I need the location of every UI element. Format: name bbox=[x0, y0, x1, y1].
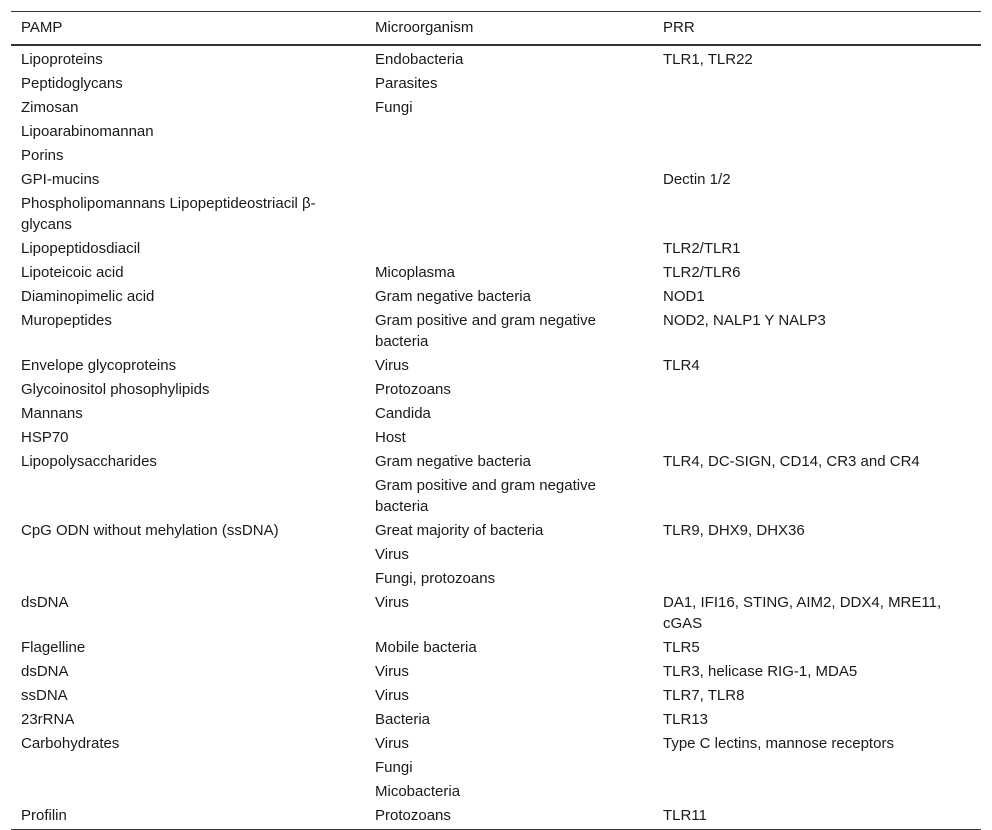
cell-pamp: Lipopolysaccharides bbox=[21, 453, 157, 470]
cell-microorganism: Parasites bbox=[375, 75, 438, 92]
cell-microorganism: Gram positive and gram negative bacteria bbox=[375, 477, 596, 515]
cell-prr bbox=[653, 474, 981, 519]
table-row bbox=[11, 402, 981, 426]
cell-prr: TLR4, DC-SIGN, CD14, CR3 and CR4 bbox=[663, 453, 920, 470]
table-row bbox=[11, 354, 981, 378]
cell-prr: TLR1, TLR22 bbox=[663, 51, 753, 68]
cell-pamp bbox=[11, 543, 365, 567]
cell-microorganism: Virus bbox=[375, 663, 409, 680]
cell-microorganism: Micobacteria bbox=[375, 783, 461, 800]
cell-microorganism: Gram negative bacteria bbox=[375, 453, 531, 470]
table-row bbox=[11, 804, 981, 830]
cell-prr: Dectin 1/2 bbox=[663, 171, 731, 188]
table-row bbox=[11, 96, 981, 120]
table-row bbox=[11, 780, 981, 804]
cell-prr bbox=[653, 144, 981, 168]
cell-microorganism: Gram negative bacteria bbox=[375, 288, 531, 305]
cell-prr bbox=[653, 192, 981, 237]
cell-microorganism: Host bbox=[375, 429, 406, 446]
cell-pamp: Diaminopimelic acid bbox=[21, 288, 155, 305]
cell-pamp: Peptidoglycans bbox=[21, 75, 123, 92]
cell-microorganism: Candida bbox=[375, 405, 431, 422]
cell-pamp bbox=[11, 567, 365, 591]
table-row bbox=[11, 567, 981, 591]
cell-pamp: Carbohydrates bbox=[21, 735, 120, 752]
cell-prr bbox=[653, 426, 981, 450]
table-row bbox=[11, 708, 981, 732]
table-row bbox=[11, 756, 981, 780]
cell-prr bbox=[653, 378, 981, 402]
table-row bbox=[11, 261, 981, 285]
table-row bbox=[11, 684, 981, 708]
cell-microorganism: Endobacteria bbox=[375, 51, 464, 68]
cell-prr bbox=[653, 780, 981, 804]
cell-pamp: Lipopeptidosdiacil bbox=[21, 240, 141, 257]
cell-microorganism: Mobile bacteria bbox=[375, 639, 477, 656]
table-row bbox=[11, 732, 981, 756]
cell-pamp: Lipoproteins bbox=[21, 51, 103, 68]
cell-microorganism: Gram positive and gram negative bacteria bbox=[375, 312, 596, 350]
cell-pamp: Phospholipomannans Lipopeptideostriacil β-glycans bbox=[21, 195, 316, 233]
cell-microorganism: Virus bbox=[375, 357, 409, 374]
cell-microorganism: Micoplasma bbox=[375, 264, 456, 281]
cell-prr: DA1, IFI16, STING, AIM2, DDX4, MRE11, cGAS bbox=[663, 594, 942, 632]
cell-pamp: 23rRNA bbox=[21, 711, 75, 728]
table-row bbox=[11, 192, 981, 237]
cell-microorganism bbox=[365, 168, 653, 192]
cell-prr: NOD2, NALP1 Y NALP3 bbox=[663, 312, 826, 329]
cell-prr bbox=[653, 120, 981, 144]
cell-pamp: Lipoarabinomannan bbox=[21, 123, 154, 140]
cell-prr: NOD1 bbox=[663, 288, 705, 305]
table-row bbox=[11, 519, 981, 543]
cell-pamp: Envelope glycoproteins bbox=[21, 357, 177, 374]
cell-prr bbox=[653, 96, 981, 120]
cell-microorganism: Virus bbox=[375, 594, 409, 611]
cell-pamp: Lipoteicoic acid bbox=[21, 264, 124, 281]
table-row bbox=[11, 591, 981, 636]
header-row bbox=[11, 12, 981, 46]
cell-microorganism: Fungi bbox=[375, 99, 413, 116]
cell-pamp bbox=[11, 474, 365, 519]
table-body bbox=[11, 45, 981, 830]
table-row bbox=[11, 45, 981, 72]
cell-microorganism: Virus bbox=[375, 735, 409, 752]
header-pamp: PAMP bbox=[11, 12, 365, 46]
cell-prr: TLR3, helicase RIG-1, MDA5 bbox=[663, 663, 858, 680]
cell-pamp: Flagelline bbox=[21, 639, 86, 656]
cell-microorganism: Bacteria bbox=[375, 711, 431, 728]
cell-microorganism bbox=[365, 192, 653, 237]
cell-prr: TLR9, DHX9, DHX36 bbox=[663, 522, 805, 539]
cell-pamp: Glycoinositol phosophylipids bbox=[21, 381, 210, 398]
cell-prr bbox=[653, 756, 981, 780]
cell-pamp: HSP70 bbox=[21, 429, 69, 446]
cell-prr: TLR2/TLR6 bbox=[663, 264, 741, 281]
cell-microorganism: Protozoans bbox=[365, 804, 653, 830]
cell-prr bbox=[653, 402, 981, 426]
table-row bbox=[11, 450, 981, 474]
cell-microorganism: Fungi, protozoans bbox=[375, 570, 496, 587]
table-row bbox=[11, 474, 981, 519]
cell-prr: Type C lectins, mannose receptors bbox=[663, 735, 894, 752]
table-row bbox=[11, 144, 981, 168]
cell-pamp: dsDNA bbox=[21, 594, 69, 611]
cell-pamp: Zimosan bbox=[21, 99, 79, 116]
cell-prr: TLR7, TLR8 bbox=[663, 687, 745, 704]
header-prr: PRR bbox=[653, 12, 981, 46]
cell-prr bbox=[653, 72, 981, 96]
table-container bbox=[11, 11, 981, 830]
table-row bbox=[11, 285, 981, 309]
table-row bbox=[11, 378, 981, 402]
table-row bbox=[11, 120, 981, 144]
cell-microorganism: Fungi bbox=[375, 759, 413, 776]
cell-pamp: Muropeptides bbox=[21, 312, 112, 329]
table-row bbox=[11, 543, 981, 567]
table-row bbox=[11, 636, 981, 660]
table-row bbox=[11, 168, 981, 192]
cell-pamp bbox=[11, 780, 365, 804]
cell-pamp: ssDNA bbox=[21, 687, 68, 704]
cell-microorganism: Protozoans bbox=[375, 381, 451, 398]
cell-microorganism bbox=[365, 144, 653, 168]
cell-prr: TLR13 bbox=[663, 711, 709, 728]
cell-prr: TLR11 bbox=[653, 804, 981, 830]
table-row bbox=[11, 426, 981, 450]
cell-pamp: dsDNA bbox=[21, 663, 69, 680]
cell-prr: TLR5 bbox=[663, 639, 700, 656]
cell-prr bbox=[653, 567, 981, 591]
cell-prr bbox=[653, 543, 981, 567]
cell-pamp: Mannans bbox=[21, 405, 83, 422]
table-row bbox=[11, 660, 981, 684]
cell-prr: TLR4 bbox=[663, 357, 700, 374]
pamp-prr-table bbox=[11, 11, 981, 830]
header-microorganism: Microorganism bbox=[365, 12, 653, 46]
table-header bbox=[11, 12, 981, 46]
table-row bbox=[11, 309, 981, 354]
cell-pamp: CpG ODN without mehylation (ssDNA) bbox=[21, 522, 279, 539]
cell-prr: TLR2/TLR1 bbox=[663, 240, 741, 257]
cell-microorganism: Virus bbox=[375, 546, 409, 563]
cell-microorganism: Virus bbox=[375, 687, 409, 704]
cell-microorganism: Great majority of bacteria bbox=[375, 522, 544, 539]
cell-microorganism bbox=[365, 120, 653, 144]
table-row bbox=[11, 237, 981, 261]
cell-pamp bbox=[11, 756, 365, 780]
cell-microorganism bbox=[365, 237, 653, 261]
cell-pamp: GPI-mucins bbox=[21, 171, 100, 188]
table-row bbox=[11, 72, 981, 96]
cell-pamp: Porins bbox=[21, 147, 64, 164]
cell-pamp: Profilin bbox=[11, 804, 365, 830]
